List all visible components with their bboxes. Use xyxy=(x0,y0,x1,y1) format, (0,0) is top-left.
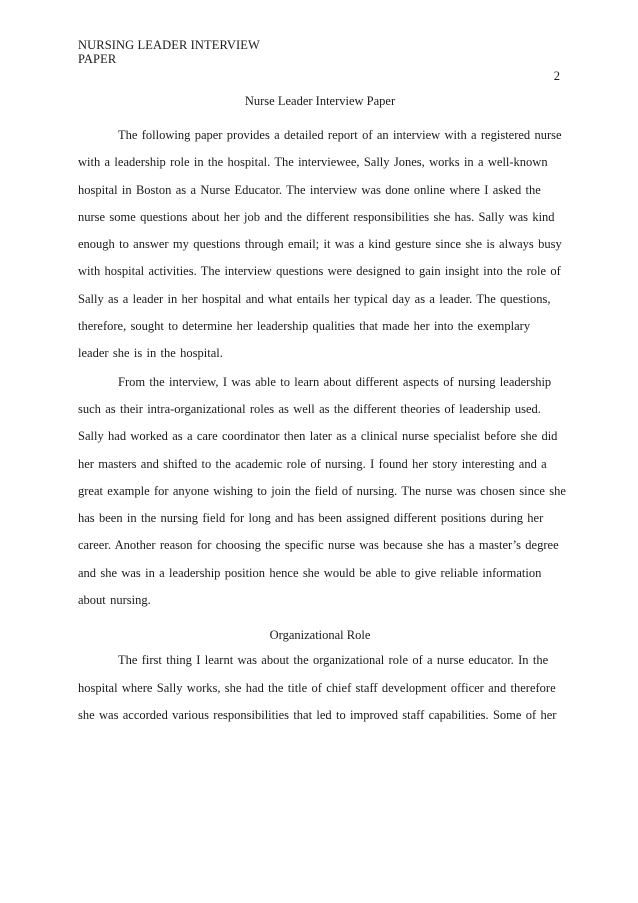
text-line: nurse some questions about her job and the different responsibilities she has. Sally was kind xyxy=(78,209,555,224)
text-line: such as their intra-organizational roles as well as the different theories of leadership used. xyxy=(78,401,541,416)
text-line: about nursing. xyxy=(78,593,151,608)
text-line: The following paper provides a detailed report of an interview with a registered nurse xyxy=(118,128,562,142)
paragraph-organizational-role xyxy=(78,650,562,732)
text-line: From the interview, I was able to learn about different aspects of nursing leadership xyxy=(118,374,552,389)
running-head-line: PAPER xyxy=(78,52,117,66)
text-line: her masters and shifted to the academic role of nursing. I found her story interesting and a xyxy=(78,456,547,471)
text-line: Sally as a leader in her hospital and what entails her typical day as a leader. The questions, xyxy=(78,291,551,306)
document-body xyxy=(78,91,566,733)
text-line: with a leadership role in the hospital. The interviewee, Sally Jones, works in a well-known xyxy=(78,155,548,170)
paragraph-interview xyxy=(78,372,566,618)
text-line: she was accorded various responsibilities that led to improved staff capabilities. Some of her xyxy=(78,707,557,722)
text-line: hospital in Boston as a Nurse Educator. The interview was done online where I asked the xyxy=(78,182,541,197)
document-title: Nurse Leader Interview Paper xyxy=(244,94,396,108)
text-line: great example for anyone wishing to join the field of nursing. The nurse was chosen since she xyxy=(78,483,566,498)
paragraph-intro xyxy=(78,125,562,371)
text-line: hospital where Sally works, she had the title of chief staff development officer and therefore xyxy=(78,680,556,695)
text-line: career. Another reason for choosing the specific nurse was because she has a master’s degree xyxy=(78,538,559,553)
text-line: Sally had worked as a care coordinator then later as a clinical nurse specialist before she did xyxy=(78,429,558,444)
text-line: and she was in a leadership position hence she would be able to give reliable information xyxy=(78,565,542,580)
section-heading: Organizational Role xyxy=(269,628,371,643)
page-number: 2 xyxy=(553,69,560,83)
text-line: with hospital activities. The interview questions were designed to gain insight into the role of xyxy=(78,264,561,279)
running-head xyxy=(78,38,260,66)
running-head-line: NURSING LEADER INTERVIEW xyxy=(78,38,260,52)
text-line: therefore, sought to determine her leadership qualities that made her into the exemplary xyxy=(78,319,531,334)
text-line: The first thing I learnt was about the organizational role of a nurse educator. In the xyxy=(118,653,549,668)
text-line: has been in the nursing field for long and has been assigned different positions during her xyxy=(78,511,544,526)
text-line: leader she is in the hospital. xyxy=(78,346,223,361)
text-line: enough to answer my questions through email; it was a kind gesture since she is always busy xyxy=(78,237,562,252)
